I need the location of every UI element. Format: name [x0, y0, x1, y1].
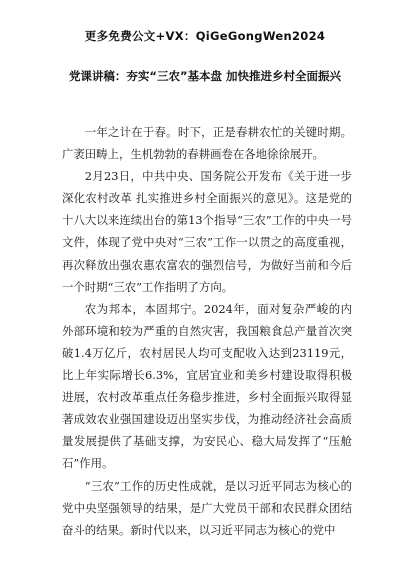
paragraph: “三农”工作的历史性成就，是以习近平同志为核心的党中央坚强领导的结果，是广大党员干部和农民群众团结奋斗的结果。新时代以来，以习近平同志为核心的党中: [62, 478, 352, 537]
document-title: 党课讲稿：夯实“三农”基本盘 加快推进乡村全面振兴: [68, 69, 342, 83]
paragraph: 一年之计在于春。时下，正是春耕农忙的关键时期。广袤田畴上，生机勃勃的春耕画卷在各地徐徐展开。: [62, 125, 352, 162]
document-body: [62, 121, 352, 541]
promo-header: 更多免费公文+VX：QiGeGongWen2024: [84, 29, 326, 43]
paragraph: 农为邦本，本固邦宁。2024年，面对复杂严峻的内外部环境和较为严重的自然灾害，我国粮食总产量首次突破1.4万亿斤，农村居民人均可支配收入达到23119元，比上年实际增长6.3%，宜居宜业和美乡村建设取得积极进展，农村改革重点任务稳步推进，乡村全面振兴取得显著成效农业强国建设迈出坚实步伐，为推动经济社会高质量发展提供了基础支撑，为安民心、稳大局发挥了“压舱石”作用。: [62, 301, 352, 471]
paragraph: 2月23日，中共中央、国务院公开发布《关于进一步深化农村改革 扎实推进乡村全面振兴的意见》。这是党的十八大以来连续出台的第13个指导“三农”工作的中央一号文件，体现了党中央对“三农”工作一以贯之的高度重视，再次释放出强农惠农富农的强烈信号，为做好当前和今后一个时期“三农”工作指明了方向。: [62, 169, 352, 294]
